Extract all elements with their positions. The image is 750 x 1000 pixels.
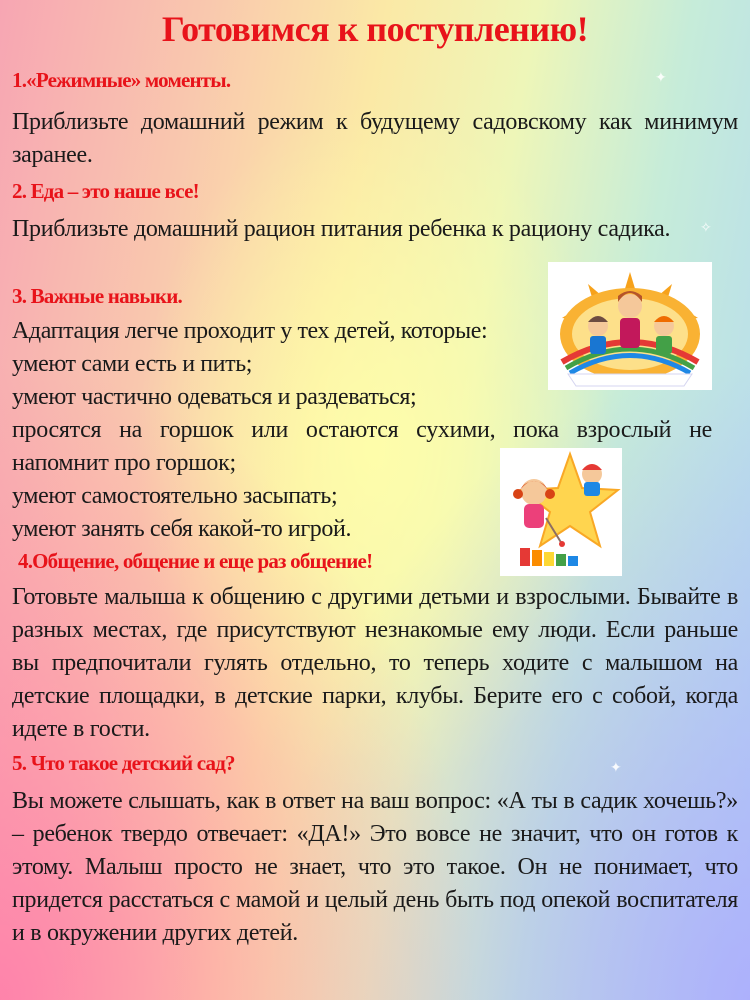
teacher-with-children-illustration xyxy=(548,262,712,390)
section-4-text: Готовьте малыша к общению с другими детьми и взрослыми. Бывайте в разных местах, где присутствуют незнакомые ему люди. Если раньше вы предпочитали гулять отдельно, то теперь ходите с малышом на детские площадки, в детские парки, клубы. Берите его с собой, когда идете в гости. xyxy=(12,584,738,742)
section-2-text: Приблизьте домашний рацион питания ребенка к рациону садика. xyxy=(12,216,671,242)
section-3-heading: 3. Важные навыки. xyxy=(12,284,182,308)
section-4-heading: 4.Общение, общение и еще раз общение! xyxy=(18,549,373,573)
section-1-text: Приблизьте домашний режим к будущему садовскому как минимум заранее. xyxy=(12,109,738,168)
skill-item: умеют частично одеваться и раздеваться; xyxy=(12,384,417,410)
section-5-text: Вы можете слышать, как в ответ на ваш вопрос: «А ты в садик хочешь?» – ребенок твердо отвечает: «ДА!» Это вовсе не значит, что он готов к этому. Малыш просто не знает, что это такое. Он не понимает, что придется расстаться с мамой и целый день быть под опекой воспитателя и в окружении других детей. xyxy=(12,788,738,946)
children-on-star-with-xylophone-illustration xyxy=(500,448,622,576)
skill-item: умеют занять себя какой-то игрой. xyxy=(12,516,352,542)
page-title: Готовимся к поступлению! xyxy=(161,9,589,49)
section-1-heading: 1.«Режимные» моменты. xyxy=(12,68,231,92)
section-2-heading: 2. Еда – это наше все! xyxy=(12,179,199,203)
skill-item: умеют сами есть и пить; xyxy=(12,351,253,377)
sparkle-icon: ✧ xyxy=(700,221,712,236)
sparkle-icon: ✦ xyxy=(610,761,622,776)
section-3-intro: Адаптация легче проходит у тех детей, которые: xyxy=(12,318,488,344)
skill-item: умеют самостоятельно засыпать; xyxy=(12,483,338,509)
skill-item: просятся на горшок или остаются сухими, пока взрослый не напомнит про горшок; xyxy=(12,417,712,476)
sparkle-icon: ✦ xyxy=(655,71,667,86)
section-5-heading: 5. Что такое детский сад? xyxy=(12,751,235,775)
